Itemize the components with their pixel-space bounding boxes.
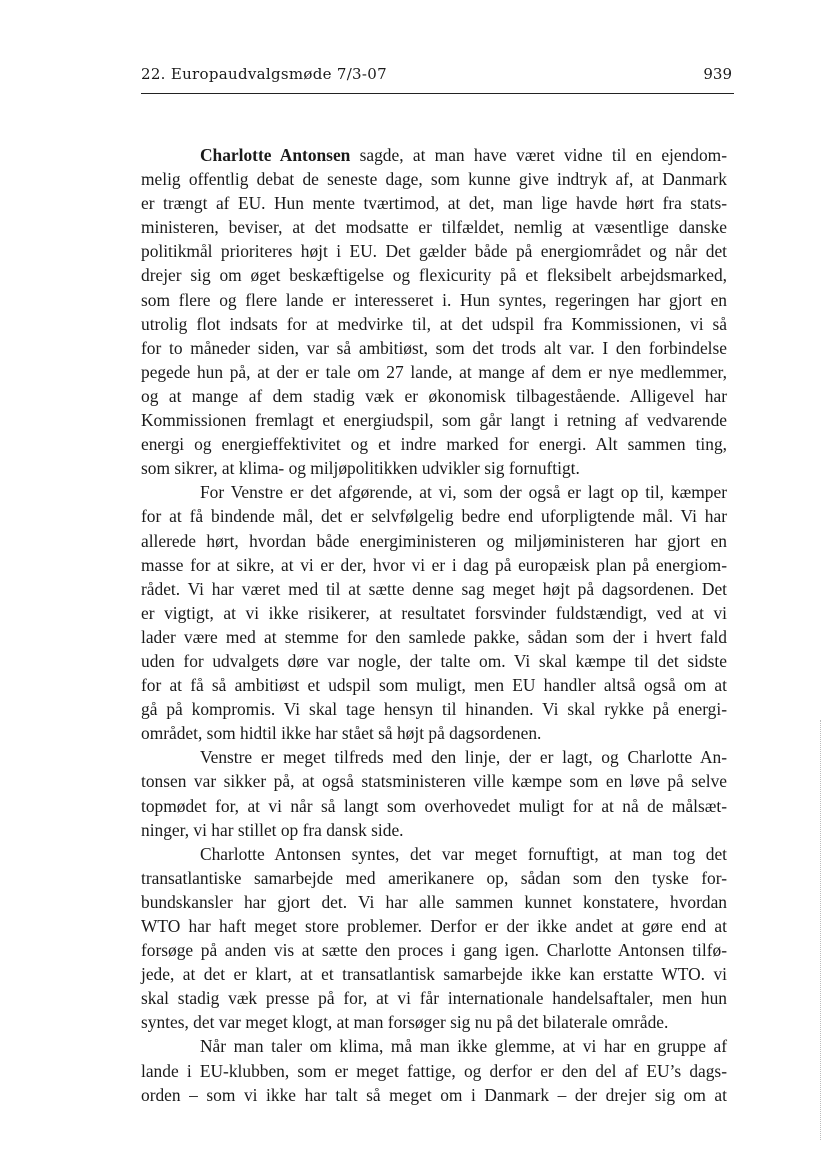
paragraph-2	[141, 480, 727, 745]
text-line: som sikrer, at klima- og miljøpolitikken udvikler sig fornuftigt.	[141, 458, 580, 479]
running-header	[141, 63, 734, 94]
scan-edge-mark	[820, 720, 822, 1140]
text-line: energi og energieffektivitet og et indre marked for energi. Alt sammen ting,	[141, 434, 727, 455]
text-line: Når man taler om klima, må man ikke glemme, at vi har en gruppe af	[200, 1036, 727, 1057]
text-line: pegede hun på, at der er tale om 27 lande, at mange af dem er nye medlemmer,	[141, 361, 727, 382]
paragraph-5	[141, 1034, 727, 1106]
text-line: For Venstre er det afgørende, at vi, som der også er lagt op til, kæmper	[200, 482, 727, 503]
text-line: Venstre er meget tilfreds med den linje, der er lagt, og Charlotte An-	[200, 747, 727, 768]
text-line: skal stadig væk presse på for, at vi får internationale handelsaftaler, men hun	[141, 988, 727, 1009]
header-title: 22. Europaudvalgsmøde 7/3-07	[141, 65, 387, 83]
page-number: 939	[703, 65, 732, 83]
text-line: for at få bindende mål, det er selvfølgelig bedre end uforpligtende mål. Vi har	[141, 506, 727, 527]
text-line: transatlantiske samarbejde med amerikanere op, sådan som den tyske for-	[141, 867, 727, 888]
text-line: masse for at sikre, at vi er der, hvor vi er i dag på europæisk plan på energiom-	[141, 554, 727, 575]
text-line: er trængt af EU. Hun mente tværtimod, at det, man lige havde hørt fra stats-	[141, 193, 727, 214]
text-line: jede, at det er klart, at et transatlantisk samarbejde ikke kan erstatte WTO. vi	[141, 964, 727, 985]
text-line: WTO har haft meget store problemer. Derfor er der ikke andet at gøre end at	[141, 916, 727, 936]
text-line: Charlotte Antonsen sagde, at man have været vidne til en ejendom-	[200, 145, 727, 165]
text-line: for at få så ambitiøst et udspil som muligt, men EU handler altså også om at	[141, 675, 727, 696]
text-line: allerede hørt, hvordan både energiministeren og miljøministeren har gjort en	[141, 530, 727, 551]
text-line: ministeren, beviser, at det modsatte er tilfældet, nemlig at væsentlige danske	[141, 217, 727, 238]
text-line: rådet. Vi har været med til at sætte denne sag meget højt på dagsordenen. Det	[141, 578, 727, 599]
text-line: uden for udvalgets døre var nogle, der talte om. Vi skal kæmpe til det sidste	[141, 650, 727, 671]
text-line: er vigtigt, at vi ikke risikerer, at resultatet forsvinder fuldstændigt, ved at vi	[141, 602, 727, 623]
text-line: drejer sig om øget beskæftigelse og flexicurity på et fleksibelt arbejdsmarked,	[141, 265, 727, 286]
text-line: ninger, vi har stillet op fra dansk side.	[141, 819, 404, 840]
speaker-name: Charlotte Antonsen	[200, 145, 351, 165]
paragraph-3	[141, 745, 727, 841]
text-line: som flere og flere lande er interesseret i. Hun syntes, regeringen har gjort en	[141, 289, 727, 310]
text-line: utrolig flot indsats for at medvirke til, at det udspil fra Kommissionen, vi så	[141, 313, 727, 334]
text-line: Kommissionen fremlagt et energiudspil, som går langt i retning af vedvarende	[141, 410, 727, 431]
text-line: for to måneder siden, var så ambitiøst, som det trods alt var. I den forbindelse	[141, 337, 727, 358]
text-line: politikmål prioriteres højt i EU. Det gælder både på energiområdet og når det	[141, 241, 727, 262]
text-line: tonsen var sikker på, at også statsministeren ville kæmpe som en løve på selve	[141, 771, 727, 792]
text-line: melig offentlig debat de seneste dage, som kunne give indtryk af, at Danmark	[141, 169, 727, 190]
text-line: orden – som vi ikke har talt så meget om i Danmark – der drejer sig om at	[141, 1084, 727, 1105]
paragraph-1	[141, 143, 727, 480]
text-line: gå på kompromis. Vi skal tage hensyn til hinanden. Vi skal rykke på energi-	[141, 699, 727, 720]
paragraph-4	[141, 842, 727, 1035]
text-line: topmødet for, at vi når så langt som overhovedet muligt for at nå de målsæt-	[141, 795, 727, 816]
text-line: lande i EU-klubben, som er meget fattige, og derfor er den del af EU’s dags-	[141, 1060, 727, 1081]
text-line: syntes, det var meget klogt, at man forsøger sig nu på det bilaterale område.	[141, 1012, 669, 1033]
body-text	[141, 143, 727, 1107]
text-line: lader være med at stemme for den samlede pakke, sådan som der i hvert fald	[141, 626, 727, 647]
text-line: bundskansler har gjort det. Vi har alle sammen kunnet konstatere, hvordan	[141, 891, 727, 912]
text-line: Charlotte Antonsen syntes, det var meget fornuftigt, at man tog det	[200, 843, 727, 864]
text-line: og at mange af dem stadig væk er økonomisk tilbagestående. Alligevel har	[141, 385, 727, 406]
text-line: forsøge på anden vis at sætte den proces i gang igen. Charlotte Antonsen tilfø-	[141, 940, 727, 961]
text-line: området, som hidtil ikke har stået så højt på dagsordenen.	[141, 723, 542, 744]
